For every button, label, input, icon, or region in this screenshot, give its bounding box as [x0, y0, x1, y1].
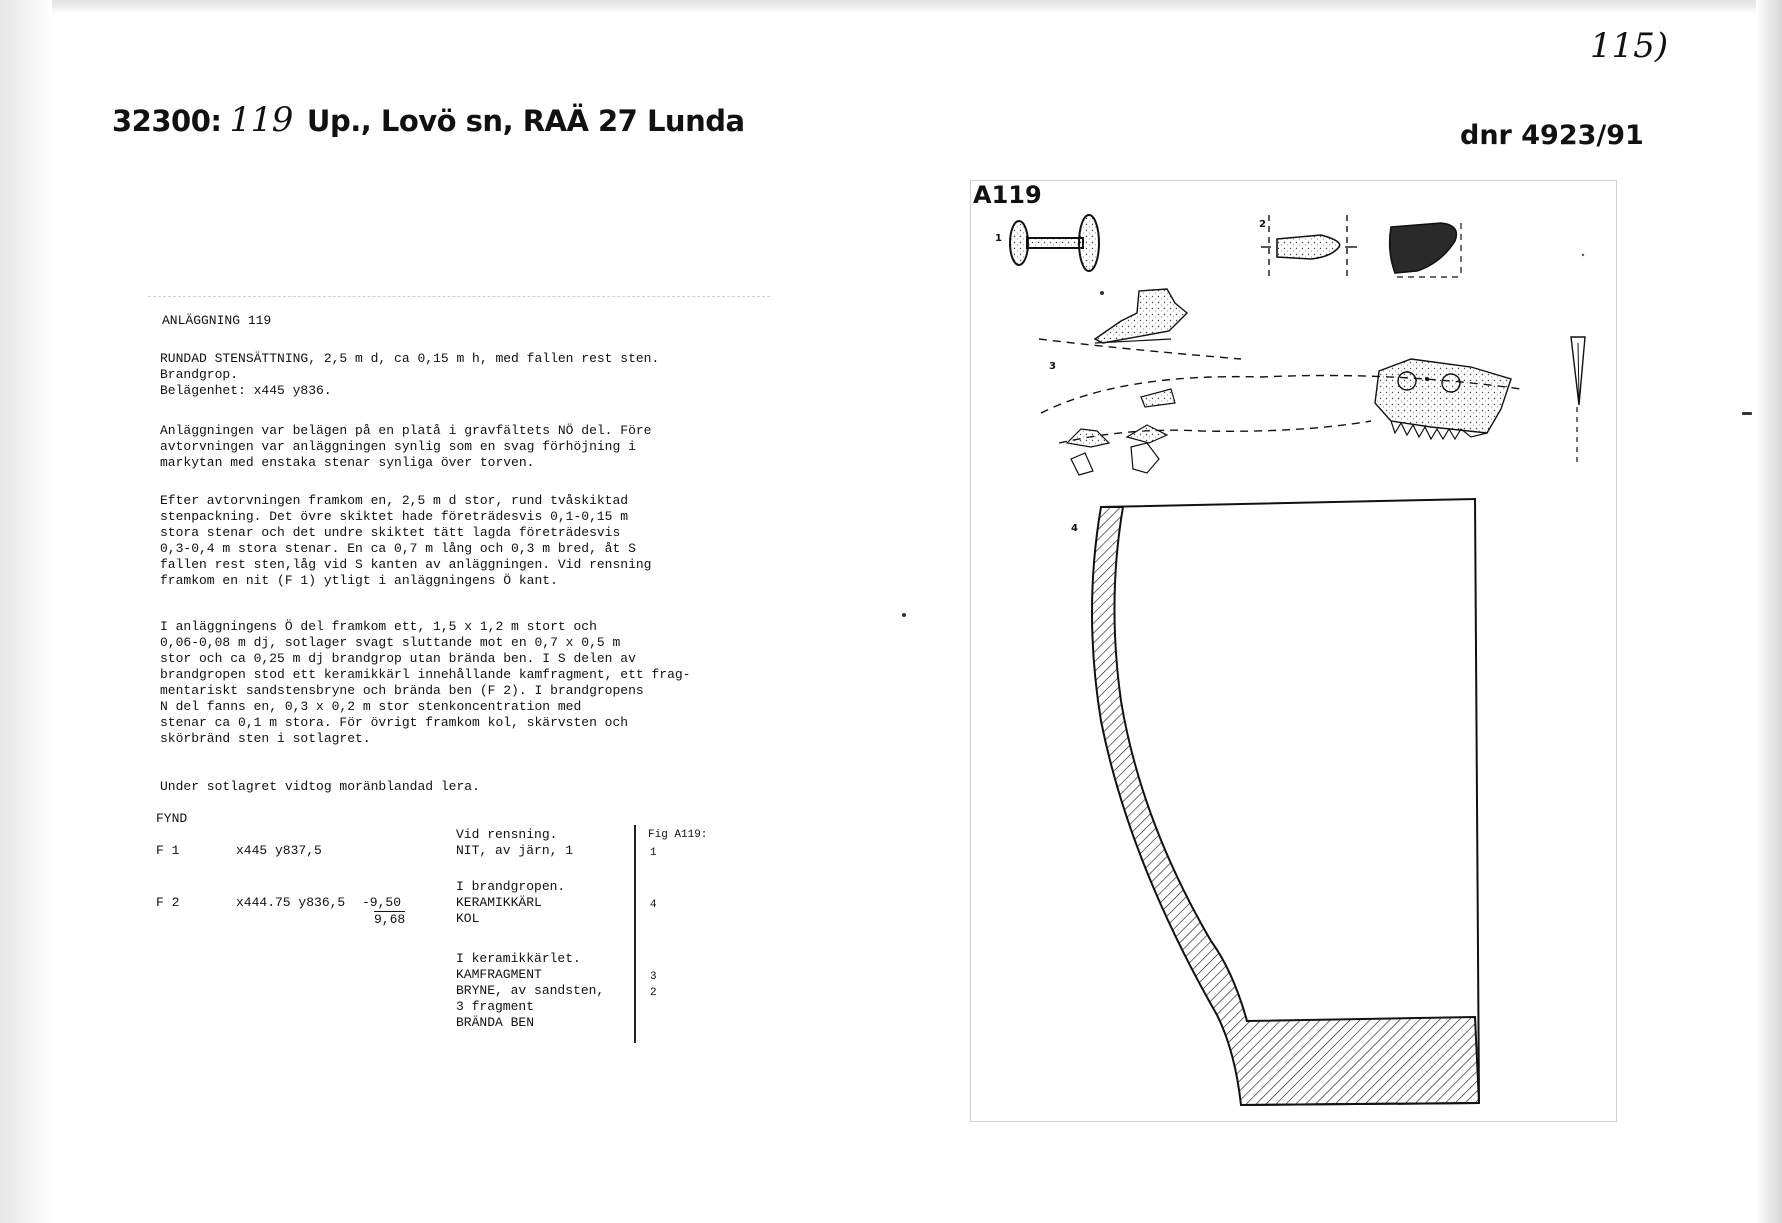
text-line: skörbränd sten i sotlagret. [160, 731, 371, 746]
find-f1-context: Vid rensning. [456, 827, 558, 842]
find-f2-subitem: 3 fragment [456, 999, 535, 1014]
scan-edge-left [0, 0, 52, 1223]
figure-number: 4 [1071, 523, 1078, 534]
text-line: stora stenar och det undre skiktet tätt lagda företrädesvis [160, 525, 621, 540]
text-line: 0,06-0,08 m dj, sotlager svagt sluttande mot en 0,7 x 0,5 m [160, 635, 621, 650]
paragraph-1 [160, 423, 651, 471]
report-title: ANLÄGGNING 119 [162, 313, 272, 328]
scan-speck [902, 613, 906, 617]
comb-fragments-drawing [1039, 289, 1521, 475]
find-f2-item: KOL [456, 911, 480, 926]
summary-line: Brandgrop. [160, 367, 239, 382]
paragraph-3 [160, 619, 691, 747]
text-line: N del fanns en, 0,3 x 0,2 m stor stenkoncentration med [160, 699, 582, 714]
find-f2-depth-bottom: 9,68 [374, 912, 406, 927]
report-card [148, 296, 770, 1059]
find-f1-item: NIT, av järn, 1 [456, 843, 574, 858]
artefact-figure [970, 180, 1617, 1122]
figure-number: 3 [1049, 361, 1056, 372]
summary-block [160, 351, 659, 399]
artefact-drawings [971, 181, 1616, 1121]
summary-line: Belägenhet: x445 y836. [160, 383, 332, 398]
catalog-number: 32300: [112, 104, 222, 138]
find-f2-item: KERAMIKKÄRL [456, 895, 542, 910]
scan-edge-top [52, 0, 1756, 14]
find-f2-fig: 4 [650, 899, 657, 911]
pottery-vessel-drawing [1092, 499, 1479, 1105]
find-f2-context: I brandgropen. [456, 879, 566, 894]
scan-edge-right [1756, 0, 1782, 1223]
find-f2-subitem: KAMFRAGMENT [456, 967, 542, 982]
text-line: avtorvningen var anläggningen synlig som en svag förhöjning i [160, 439, 636, 454]
text-line: mentariskt sandstensbryne och brända ben (F 2). I brandgropens [160, 683, 644, 698]
handwritten-page-mark: 115) [1590, 26, 1669, 66]
whetstone-drawing [1261, 215, 1461, 277]
text-line: brandgropen stod ett keramikkärl innehållande kamfragment, ett frag- [160, 667, 691, 682]
registration-number: dnr 4923/91 [1460, 120, 1644, 151]
finds-heading: FYND [156, 811, 188, 826]
text-line: I anläggningens Ö del framkom ett, 1,5 x 1,2 m stort och [160, 619, 597, 634]
text-line: markytan med enstaka stenar synliga över torven. [160, 455, 535, 470]
text-line: fallen rest sten,låg vid S kanten av anläggningen. Vid rensning [160, 557, 652, 572]
find-f2-subfig: 3 [650, 971, 657, 983]
find-f1-coords: x445 y837,5 [236, 843, 322, 858]
find-f2-subcontext: I keramikkärlet. [456, 951, 581, 966]
paragraph-2 [160, 493, 651, 589]
find-f1-id: F 1 [156, 843, 180, 858]
figure-number: 1 [995, 233, 1002, 244]
find-f1-fig: 1 [650, 847, 657, 859]
text-line: Anläggningen var belägen på en platå i gravfältets NÖ del. Före [160, 423, 652, 438]
handwritten-catalog-number: 119 [229, 100, 293, 140]
find-f2-depth-top: -9,50 [362, 895, 402, 910]
figure-label: A119 [973, 181, 1042, 209]
find-f2-subitem: BRYNE, av sandsten, [456, 983, 605, 998]
summary-line: RUNDAD STENSÄTTNING, 2,5 m d, ca 0,15 m h, med fallen rest sten. [160, 351, 660, 366]
text-line: stor och ca 0,25 m dj brandgrop utan brända ben. I S delen av [160, 651, 636, 666]
text-line: stenar ca 0,1 m stora. För övrigt framkom kol, skärvsten och [160, 715, 629, 730]
find-f2-subitem: BRÄNDA BEN [456, 1015, 535, 1030]
text-line: Efter avtorvningen framkom en, 2,5 m d stor, rund tvåskiktad [160, 493, 629, 508]
text-line: 0,3-0,4 m stora stenar. En ca 0,7 m lång och 0,3 m bred, åt S [160, 541, 636, 556]
catalog-header [112, 100, 745, 140]
text-line: stenpackning. Det övre skiktet hade företrädesvis 0,1-0,15 m [160, 509, 629, 524]
site-location: Up., Lovö sn, RAÄ 27 Lunda [306, 104, 745, 138]
find-f2-id: F 2 [156, 895, 180, 910]
paragraph-4: Under sotlagret vidtog moränblandad lera. [160, 779, 480, 794]
find-f2-subfig: 2 [650, 987, 657, 999]
table-divider [634, 825, 636, 1043]
figure-number: 2 [1259, 219, 1266, 230]
fig-heading: Fig A119: [648, 829, 708, 841]
find-f2-coords: x444.75 y836,5 [236, 895, 346, 910]
point-drawing [1571, 337, 1585, 463]
scan-speck [1742, 412, 1752, 415]
text-line: framkom en nit (F 1) ytligt i anläggningens Ö kant. [160, 573, 558, 588]
rivet-drawing [1010, 215, 1099, 271]
